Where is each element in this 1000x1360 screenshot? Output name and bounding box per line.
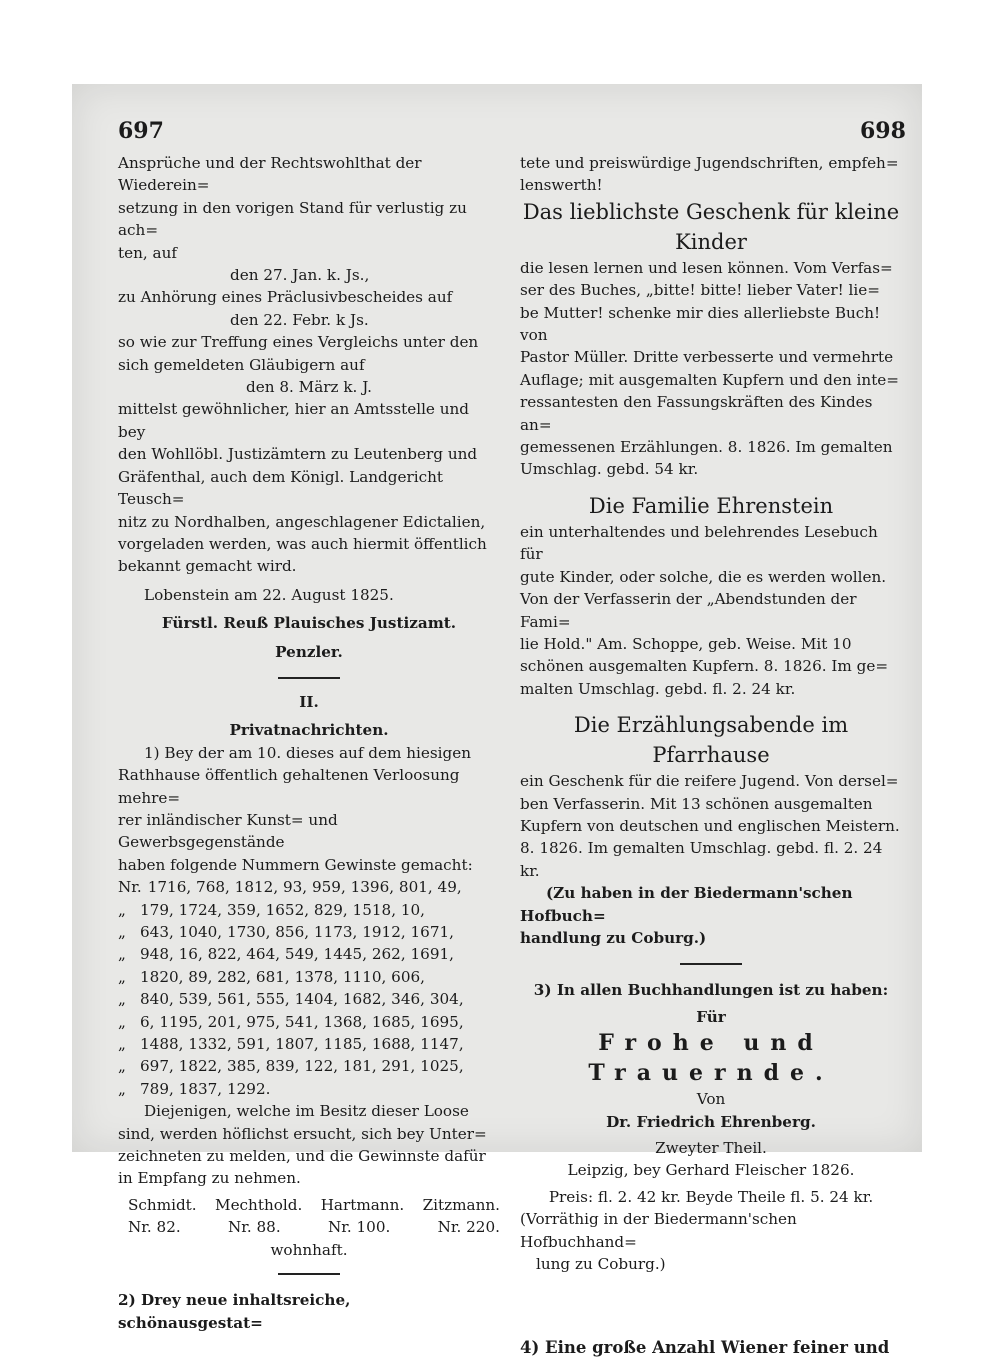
text-line: gute Kinder, oder solche, die es werden wollen. xyxy=(520,567,887,586)
book-title: Die Familie Ehrenstein xyxy=(588,493,834,518)
volume: Zweyter Theil. xyxy=(655,1139,767,1157)
date-line: den 8. März k. J. xyxy=(246,378,372,397)
number-row: „ 643, 1040, 1730, 856, 1173, 1912, 1671, xyxy=(118,923,454,941)
text-line: gemessenen Erzählungen. 8. 1826. Im gemalten xyxy=(520,438,893,457)
number-row: „ 6, 1195, 201, 975, 541, 1368, 1685, 1695, xyxy=(118,1012,464,1031)
section-title: Privatnachrichten. xyxy=(229,721,389,740)
text-line: be Mutter! schenke mir dies allerliebste Buch! von xyxy=(520,303,881,345)
text-line: malten Umschlag. gebd. fl. 2. 24 kr. xyxy=(520,679,796,698)
text-line: ressantesten den Fassungskräften des Kindes an= xyxy=(520,393,873,434)
date-line: den 22. Febr. k Js. xyxy=(230,310,369,329)
text-line: bekannt gemacht wird. xyxy=(118,557,297,576)
place-date: Lobenstein am 22. August 1825. xyxy=(144,585,394,604)
text-line: lenswerth! xyxy=(520,176,603,195)
signatory-number: Nr. 82. xyxy=(128,1218,181,1237)
text-line: Von xyxy=(696,1090,726,1109)
text-line: rer inländischer Kunst= und Gewerbsgegenstände xyxy=(118,810,338,852)
text-line: ein Geschenk für die reifere Jugend. Von dersel= xyxy=(520,772,899,791)
signatory-names xyxy=(118,1194,500,1216)
text-line: setzung in den vorigen Stand für verlustig zu ach= xyxy=(118,198,467,240)
text-line: handlung zu Coburg.) xyxy=(520,928,707,947)
number-row: „ 1488, 1332, 591, 1807, 1185, 1688, 1147, xyxy=(118,1035,464,1054)
text-line: ser des Buches, „bitte! bitte! lieber Vater! lie= xyxy=(520,281,880,300)
book-title: Frohe und Trauernde. xyxy=(588,1030,834,1087)
text-line: haben folgende Nummern Gewinste gemacht: xyxy=(118,855,473,874)
text-line: tete und preiswürdige Jugendschriften, empfeh= xyxy=(520,154,899,172)
number-row: „ 179, 1724, 359, 1652, 829, 1518, 10, xyxy=(118,900,426,919)
text-line: (Zu haben in der Biedermann'schen Hofbuch= xyxy=(520,884,853,925)
text-line: (Vorräthig in der Biedermann'schen Hofbuchhand= xyxy=(520,1210,797,1251)
residence-note: wohnhaft. xyxy=(270,1240,348,1259)
left-column xyxy=(118,152,500,1334)
number-row: „ 840, 539, 561, 555, 1404, 1682, 346, 304, xyxy=(118,990,464,1009)
book-title: Das lieblichste Geschenk für kleine Kinder xyxy=(522,199,900,254)
signatory-number: Nr. 88. xyxy=(227,1218,281,1237)
text-line: ten, auf xyxy=(118,243,177,262)
text-line: Gräfenthal, auch dem Königl. Landgericht Teusch= xyxy=(118,467,443,509)
text-line: sind, werden höflichst ersucht, sich bey Unter= xyxy=(118,1124,487,1143)
publisher-line: Leipzig, bey Gerhard Fleischer 1826. xyxy=(567,1161,855,1180)
date-line: den 27. Jan. k. Js., xyxy=(230,266,370,285)
signatory-numbers xyxy=(118,1216,500,1238)
text-line: die lesen lernen und lesen können. Vom Verfas= xyxy=(520,258,893,277)
number-row: „ 1820, 89, 282, 681, 1378, 1110, 606, xyxy=(118,967,426,986)
text-line: Diejenigen, welche im Besitz dieser Loose xyxy=(144,1102,469,1121)
text-line: mittelst gewöhnlicher, hier an Amtsstelle und bey xyxy=(118,400,470,441)
winning-numbers xyxy=(118,876,500,1100)
text-line: in Empfang zu nehmen. xyxy=(118,1169,301,1188)
text-line: vorgeladen werden, was auch hiermit öffentlich xyxy=(118,534,487,553)
text-line: ein unterhaltendes und belehrendes Lesebuch für xyxy=(520,522,878,564)
price-line: Preis: fl. 2. 42 kr. Beyde Theile fl. 5. 24 kr. xyxy=(548,1187,874,1206)
divider xyxy=(680,963,742,965)
text-line: zeichneten zu melden, und die Gewinnste dafür xyxy=(118,1147,486,1166)
signatory-name: Mechthold. xyxy=(215,1195,303,1214)
authority: Fürstl. Reuß Plauisches Justizamt. xyxy=(161,614,457,633)
text-line: Rathhause öffentlich gehaltenen Verloosung mehre= xyxy=(118,766,460,807)
right-column xyxy=(520,152,902,1360)
number-row: „ 948, 16, 822, 464, 549, 1445, 262, 1691, xyxy=(118,945,454,964)
text-line: Kupfern von deutschen und englischen Meistern. xyxy=(520,816,900,835)
number-row: „ 789, 1837, 1292. xyxy=(118,1079,271,1098)
text-line: 2) Drey neue inhaltsreiche, schönausgestat= xyxy=(118,1291,351,1332)
text-line: 4) Eine große Anzahl Wiener feiner und xyxy=(520,1338,890,1358)
text-line: ben Verfasserin. Mit 13 schönen ausgemalten xyxy=(520,794,873,813)
text-line: schönen ausgemalten Kupfern. 8. 1826. Im ge= xyxy=(520,657,889,676)
author-name: Dr. Friedrich Ehrenberg. xyxy=(606,1112,816,1131)
text-line: Auflage; mit ausgemalten Kupfern und den inte= xyxy=(520,370,900,389)
text-line: so wie zur Treffung eines Vergleichs unter den xyxy=(118,333,479,352)
right-page-number: 698 xyxy=(860,118,906,144)
text-line: Pastor Müller. Dritte verbesserte und vermehrte xyxy=(520,348,894,367)
divider xyxy=(278,1273,340,1275)
text-line: Umschlag. gebd. 54 kr. xyxy=(520,460,699,479)
text-line: 8. 1826. Im gemalten Umschlag. gebd. fl. 2. 24 kr. xyxy=(520,839,883,880)
book-title: Die Erzählungsabende im Pfarrhause xyxy=(573,713,849,768)
number-row: „ 697, 1822, 385, 839, 122, 181, 291, 1025, xyxy=(118,1057,464,1076)
text-line: Ansprüche und der Rechtswohlthat der Wiederein= xyxy=(118,154,422,195)
text-line: lung zu Coburg.) xyxy=(536,1255,666,1274)
number-row: Nr. 1716, 768, 1812, 93, 959, 1396, 801, 49, xyxy=(118,878,462,897)
signatory-name: Zitzmann. xyxy=(422,1195,500,1214)
signatory-name: Schmidt. xyxy=(128,1195,197,1214)
official-name: Penzler. xyxy=(275,642,343,661)
section-heading: 3) In allen Buchhandlungen ist zu haben: xyxy=(533,981,889,1000)
text-line: sich gemeldeten Gläubigern auf xyxy=(118,355,365,374)
text-line: den Wohllöbl. Justizämtern zu Leutenberg und xyxy=(118,445,478,464)
section-numeral: II. xyxy=(299,692,319,711)
left-page-number: 697 xyxy=(118,118,164,144)
signatory-name: Hartmann. xyxy=(320,1195,405,1214)
signatory-number: Nr. 220. xyxy=(437,1218,500,1237)
text-line: nitz zu Nordhalben, angeschlagener Edictalien, xyxy=(118,512,486,531)
text-line: Für xyxy=(696,1007,726,1026)
divider xyxy=(278,677,340,679)
text-line: Von der Verfasserin der „Abendstunden der Fami= xyxy=(520,590,857,631)
text-line: 1) Bey der am 10. dieses auf dem hiesigen xyxy=(144,743,471,762)
text-line: lie Hold." Am. Schoppe, geb. Weise. Mit 10 xyxy=(520,634,852,653)
text-line: zu Anhörung eines Präclusivbescheides auf xyxy=(118,288,453,307)
signatory-number: Nr. 100. xyxy=(327,1218,391,1237)
